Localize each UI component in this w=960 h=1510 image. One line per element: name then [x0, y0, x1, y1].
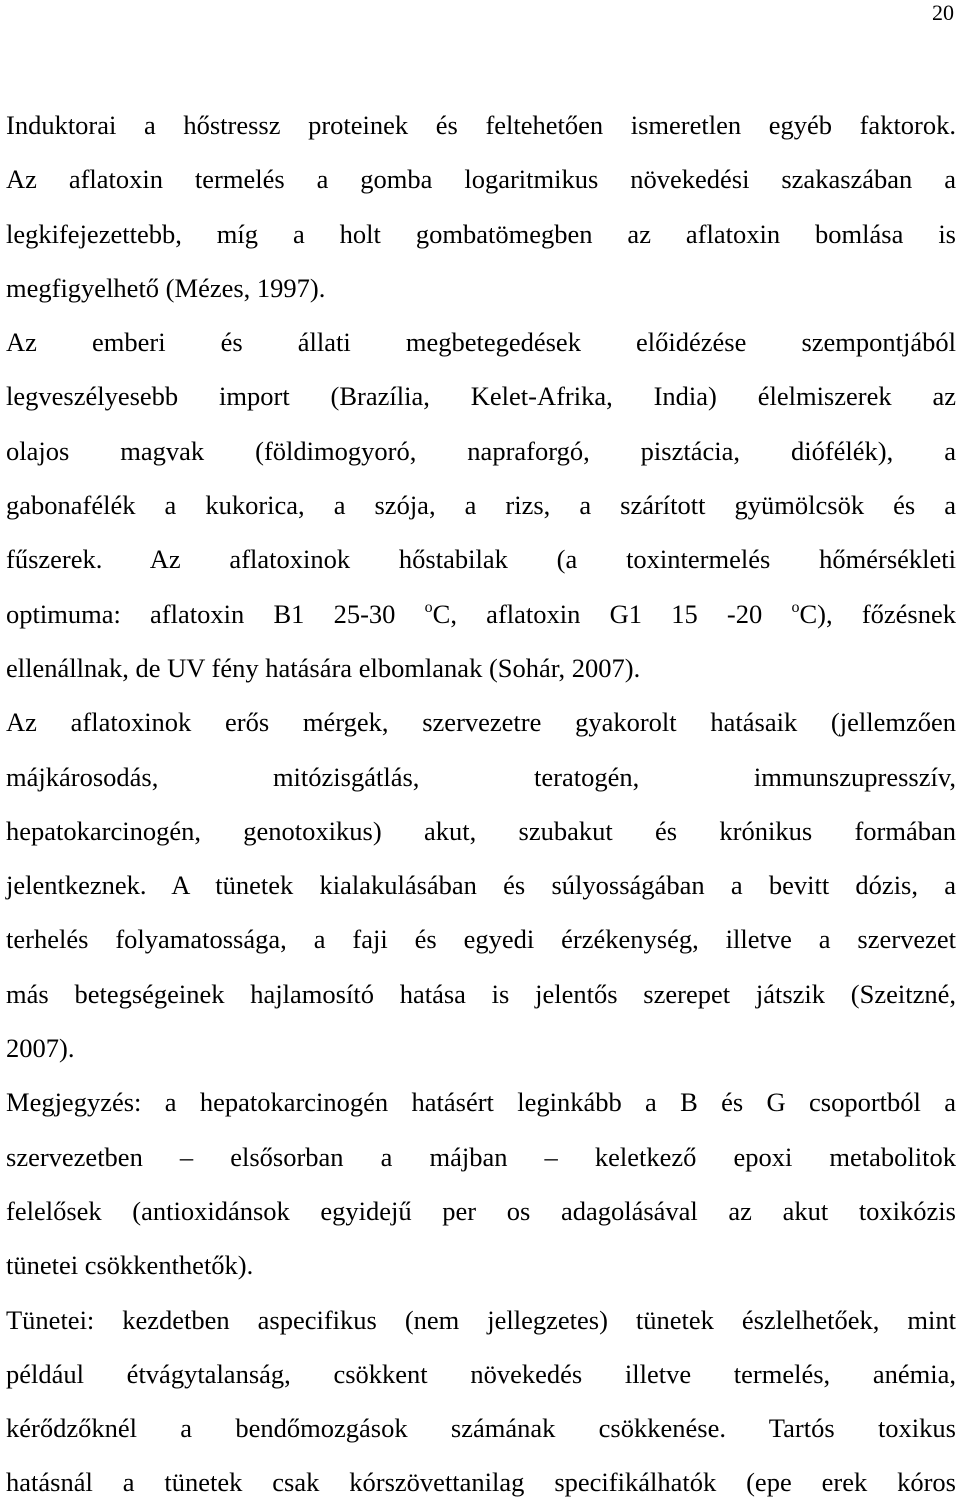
text-segment: C), főzésnek	[799, 598, 956, 629]
text-line: fűszerek. Az aflatoxinok hőstabilak (a toxintermelés hőmérsékleti	[6, 544, 956, 575]
text-line: megfigyelhető (Mézes, 1997).	[6, 272, 326, 303]
text-line: Az aflatoxinok erős mérgek, szervezetre gyakorolt hatásaik (jellemzően	[6, 707, 956, 738]
degree-superscript: o	[424, 598, 433, 616]
text-segment: C, aflatoxin G1 15 -20	[432, 598, 792, 629]
text-line: gabonafélék a kukorica, a szója, a rizs, a szárított gyümölcsök és a	[6, 490, 956, 521]
text-line: jelentkeznek. A tünetek kialakulásában és súlyosságában a bevitt dózis, a	[6, 870, 956, 901]
text-line: hatásnál a tünetek csak kórszövettanilag specifikálhatók (epe erek kóros	[6, 1467, 956, 1498]
text-line: tünetei csökkenthetők).	[6, 1250, 254, 1281]
text-line: legveszélyesebb import (Brazília, Kelet-Afrika, India) élelmiszerek az	[6, 381, 956, 412]
text-line: Induktorai a hőstressz proteinek és feltehetően ismeretlen egyéb faktorok.	[6, 110, 956, 140]
text-segment: optimuma: aflatoxin B1 25-30	[6, 598, 425, 629]
page-number: 20	[932, 0, 954, 25]
text-line: ellenállnak, de UV fény hatására elbomlanak (Sohár, 2007).	[6, 652, 641, 683]
text-line: szervezetben – elsősorban a májban – keletkező epoxi metabolitok	[6, 1141, 956, 1172]
text-line: Tünetei: kezdetben aspecifikus (nem jellegzetes) tünetek észlelhetőek, mint	[6, 1304, 956, 1335]
text-line: hepatokarcinogén, genotoxikus) akut, szubakut és krónikus formában	[6, 815, 956, 846]
text-line: májkárosodás, mitózisgátlás, teratogén, immunszupresszív,	[6, 761, 956, 792]
text-line: Az emberi és állati megbetegedések előidézése szempontjából	[6, 327, 956, 358]
text-line: felelősek (antioxidánsok egyidejű per os adagolásával az akut toxikózis	[6, 1195, 956, 1226]
text-line: Az aflatoxin termelés a gomba logaritmikus növekedési szakaszában a	[6, 164, 956, 195]
text-line: Megjegyzés: a hepatokarcinogén hatásért leginkább a B és G csoportból a	[6, 1087, 956, 1118]
text-line: legkifejezettebb, míg a holt gombatömegben az aflatoxin bomlása is	[6, 218, 956, 249]
text-line: kérődzőknél a bendőmozgások számának csökkenése. Tartós toxikus	[6, 1413, 956, 1444]
text-line: olajos magvak (földimogyoró, napraforgó, pisztácia, diófélék), a	[6, 435, 956, 466]
text-line-with-superscripts	[6, 587, 956, 641]
degree-superscript: o	[791, 598, 800, 616]
text-line: terhelés folyamatossága, a faji és egyedi érzékenység, illetve a szervezet	[6, 924, 956, 955]
text-line: például étvágytalanság, csökkent növekedés illetve termelés, anémia,	[6, 1358, 956, 1389]
body-text	[6, 98, 956, 1510]
text-line: más betegségeinek hajlamosító hatása is jelentős szerepet játszik (Szeitzné,	[6, 978, 956, 1009]
text-line: 2007).	[6, 1033, 75, 1064]
